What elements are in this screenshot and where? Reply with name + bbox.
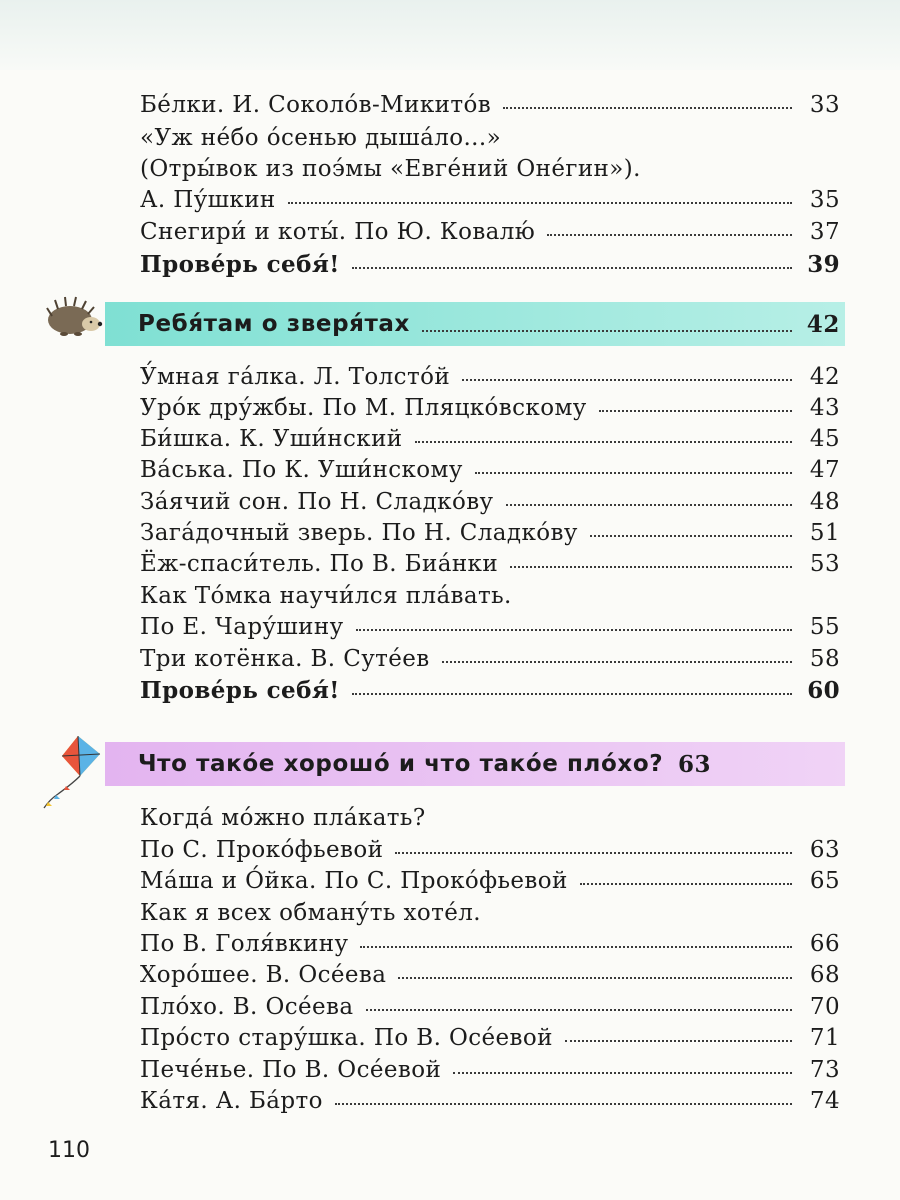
- dot-leader: [547, 228, 792, 236]
- toc-title-line: Как То́мка научи́лся пла́вать.: [140, 583, 512, 609]
- toc-entry-page: 53: [809, 551, 840, 577]
- toc-entry-page: 48: [809, 489, 840, 515]
- section-heading[interactable]: [138, 742, 840, 786]
- toc-entry-title: Уро́к дру́жбы. По М. Пляцко́вскому: [140, 395, 587, 421]
- dot-leader: [335, 1097, 792, 1105]
- toc-entry-page: 74: [809, 1088, 840, 1114]
- toc-entry[interactable]: [140, 868, 840, 898]
- dot-leader: [360, 940, 792, 948]
- dot-leader: [475, 466, 792, 474]
- dot-leader: [395, 846, 792, 854]
- toc-entry-title: Прове́рь себя́!: [140, 251, 340, 278]
- toc-entry-title: Про́сто стару́шка. По В. Осе́евой: [140, 1025, 553, 1051]
- dot-leader: [422, 324, 792, 332]
- dot-leader: [453, 1066, 792, 1074]
- section-page: 63: [677, 750, 712, 778]
- toc-entry-page: 37: [809, 219, 840, 245]
- section-heading[interactable]: [138, 302, 840, 346]
- toc-entry-page: 51: [809, 520, 840, 546]
- toc-title-line: (Отры́вок из поэ́мы «Евге́ний Оне́гин»).: [140, 156, 641, 182]
- toc-entry-title: А. Пу́шкин: [140, 187, 276, 213]
- toc-entry[interactable]: [140, 614, 840, 644]
- toc-entry-page: 55: [809, 614, 840, 640]
- dot-leader: [510, 560, 792, 568]
- toc-entry[interactable]: [140, 551, 840, 581]
- toc-title-line: Когда́ мо́жно пла́кать?: [140, 805, 426, 831]
- page-number: 110: [48, 1138, 90, 1163]
- toc-entry-page: 35: [809, 187, 840, 213]
- toc-entry-page: 60: [807, 677, 840, 704]
- dot-leader: [503, 101, 792, 109]
- toc-entry[interactable]: [140, 395, 840, 425]
- dot-leader: [356, 623, 792, 631]
- toc-entry[interactable]: [140, 962, 840, 992]
- dot-leader: [442, 655, 792, 663]
- toc-entry-title: Ва́ська. По К. Уши́нскому: [140, 457, 463, 483]
- dot-leader: [580, 877, 792, 885]
- dot-leader: [415, 435, 792, 443]
- toc-entry-title: Пече́нье. По В. Осе́евой: [140, 1057, 442, 1083]
- toc-entry-title: Хоро́шее. В. Осе́ева: [140, 962, 387, 988]
- toc-entry-page: 42: [809, 364, 840, 390]
- page-top-tint: [0, 0, 900, 70]
- toc-entry-title: За́ячий сон. По Н. Сладко́ву: [140, 489, 494, 515]
- toc-entry-title: Снегири́ и коты́. По Ю. Ковалю́: [140, 219, 536, 245]
- toc-entry-title: Би́шка. К. Уши́нский: [140, 426, 403, 452]
- toc-entry-title: Ма́ша и О́йка. По С. Проко́фьевой: [140, 868, 568, 894]
- dot-leader: [352, 687, 792, 695]
- toc-entry[interactable]: [140, 489, 840, 519]
- dot-leader: [599, 404, 792, 412]
- toc-entry-title: Ёж-спаси́тель. По В. Биа́нки: [140, 551, 499, 577]
- toc-entry-title: Ка́тя. А. Ба́рто: [140, 1088, 323, 1114]
- toc-entry-title: Пло́хо. В. Осе́ева: [140, 994, 354, 1020]
- dot-leader: [288, 196, 792, 204]
- hedgehog-icon: [44, 294, 104, 342]
- dot-leader: [565, 1034, 792, 1042]
- dot-leader: [506, 498, 793, 506]
- toc-entry-page: 65: [809, 868, 840, 894]
- toc-title-line: «Уж не́бо о́сенью дыша́ло...»: [140, 125, 502, 151]
- toc-entry[interactable]: [140, 994, 840, 1024]
- toc-entry-title: Три котёнка. В. Суте́ев: [140, 646, 430, 672]
- toc-entry[interactable]: [140, 646, 840, 676]
- toc-entry-check-yourself[interactable]: [140, 677, 840, 707]
- toc-entry[interactable]: [140, 1088, 840, 1118]
- toc-entry[interactable]: [140, 1057, 840, 1087]
- toc-entry[interactable]: [140, 520, 840, 550]
- toc-entry-page: 70: [809, 994, 840, 1020]
- toc-entry[interactable]: [140, 426, 840, 456]
- toc-entry-check-yourself[interactable]: [140, 251, 840, 281]
- toc-entry-title: По С. Проко́фьевой: [140, 837, 384, 863]
- toc-entry-page: 68: [809, 962, 840, 988]
- toc-entry[interactable]: [140, 364, 840, 394]
- toc-entry-page: 58: [809, 646, 840, 672]
- toc-entry-page: 45: [809, 426, 840, 452]
- toc-entry-page: 43: [809, 395, 840, 421]
- toc-entry-title: Бе́лки. И. Соколо́в-Микито́в: [140, 92, 492, 118]
- toc-entry[interactable]: [140, 187, 840, 217]
- toc-entry-page: 33: [809, 92, 840, 118]
- section-title: Ребя́там о зверя́тах: [138, 311, 410, 337]
- toc-entry[interactable]: [140, 219, 840, 249]
- toc-entry-page: 47: [809, 457, 840, 483]
- toc-entry-page: 71: [809, 1025, 840, 1051]
- toc-entry-title: По В. Голя́вкину: [140, 931, 349, 957]
- toc-entry-page: 73: [809, 1057, 840, 1083]
- kite-icon: [36, 732, 106, 812]
- dot-leader: [352, 261, 792, 269]
- toc-entry-title: Зага́дочный зверь. По Н. Сладко́ву: [140, 520, 578, 546]
- dot-leader: [590, 529, 792, 537]
- toc-entry[interactable]: [140, 92, 840, 122]
- toc-title-line: Как я всех обману́ть хоте́л.: [140, 900, 481, 926]
- section-title: Что тако́е хорошо́ и что тако́е пло́хо?: [138, 751, 664, 777]
- toc-entry-page: 39: [807, 251, 840, 278]
- toc-entry-title: По Е. Чару́шину: [140, 614, 344, 640]
- toc-entry-title: Прове́рь себя́!: [140, 677, 340, 704]
- dot-leader: [366, 1003, 792, 1011]
- dot-leader: [462, 373, 792, 381]
- toc-entry[interactable]: [140, 837, 840, 867]
- toc-entry[interactable]: [140, 457, 840, 487]
- toc-entry[interactable]: [140, 1025, 840, 1055]
- dot-leader: [398, 971, 792, 979]
- section-page: 42: [806, 310, 840, 338]
- toc-entry-page: 66: [809, 931, 840, 957]
- toc-entry[interactable]: [140, 931, 840, 961]
- toc-entry-page: 63: [809, 837, 840, 863]
- toc-entry-title: У́мная га́лка. Л. Толсто́й: [140, 364, 451, 390]
